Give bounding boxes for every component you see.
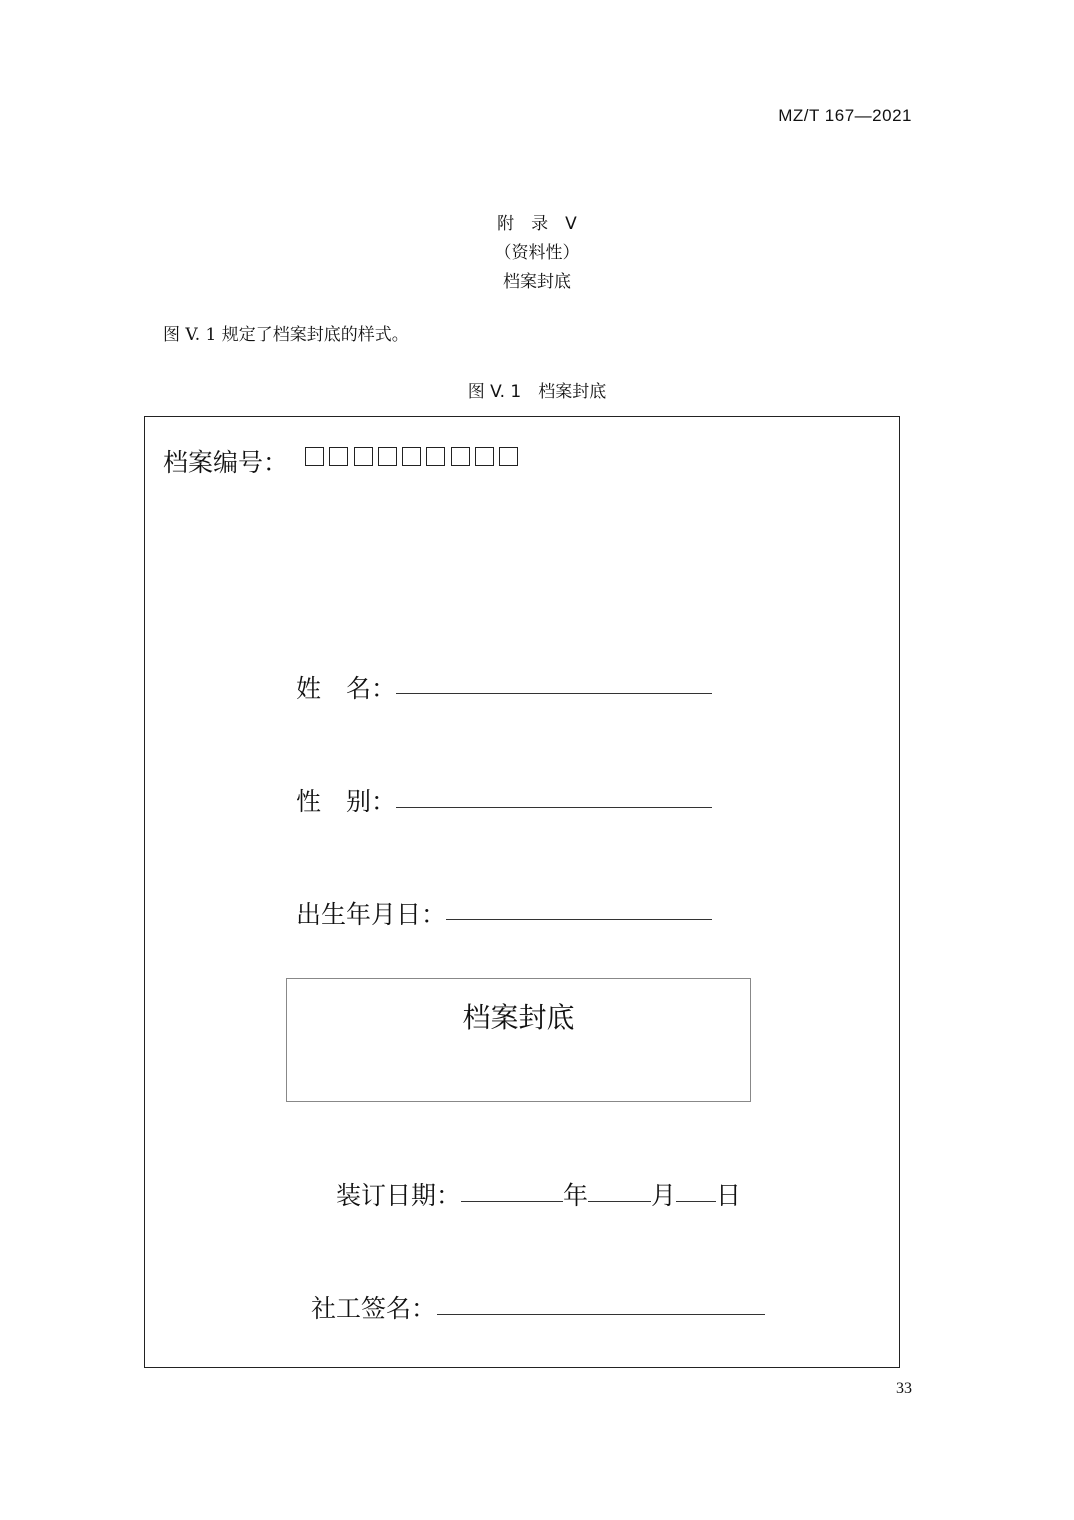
file-number-box xyxy=(451,447,470,466)
binding-month-underline xyxy=(588,1201,651,1202)
binding-month-char: 月 xyxy=(651,1181,677,1210)
binding-day-char: 日 xyxy=(716,1181,742,1210)
birth-date-label: 出生年月日： xyxy=(296,900,447,929)
inner-title: 档案封底 xyxy=(462,1001,575,1034)
file-number-box xyxy=(354,447,373,466)
file-number-boxes xyxy=(305,446,524,466)
file-number-box xyxy=(475,447,494,466)
binding-date-label: 装订日期： xyxy=(336,1181,462,1210)
standard-code: MZ/T 167—2021 xyxy=(778,106,912,125)
appendix-label: 附 录 V xyxy=(497,214,577,234)
file-number-box xyxy=(499,447,518,466)
binding-day-underline xyxy=(676,1201,716,1202)
name-underline xyxy=(396,693,712,694)
file-number-box xyxy=(329,447,348,466)
cover-frame xyxy=(144,416,900,1368)
appendix-title: 档案封底 xyxy=(503,272,571,292)
signature-underline xyxy=(437,1314,765,1315)
binding-year-char: 年 xyxy=(563,1181,589,1210)
signature-label: 社工签名： xyxy=(311,1294,437,1323)
file-number-box xyxy=(378,447,397,466)
birth-date-underline xyxy=(446,919,712,920)
file-number-box xyxy=(426,447,445,466)
file-number-label: 档案编号： xyxy=(163,448,289,477)
file-number-box xyxy=(402,447,421,466)
gender-underline xyxy=(396,807,712,808)
gender-label: 性 别： xyxy=(296,787,397,816)
intro-paragraph: 图 V. 1 规定了档案封底的样式。 xyxy=(163,325,409,345)
name-label: 姓 名： xyxy=(296,674,397,703)
file-number-box xyxy=(305,447,324,466)
page-number: 33 xyxy=(896,1380,912,1397)
binding-year-underline xyxy=(461,1201,563,1202)
figure-caption: 图 V. 1 档案封底 xyxy=(467,382,607,402)
appendix-type: （资料性） xyxy=(494,243,580,263)
